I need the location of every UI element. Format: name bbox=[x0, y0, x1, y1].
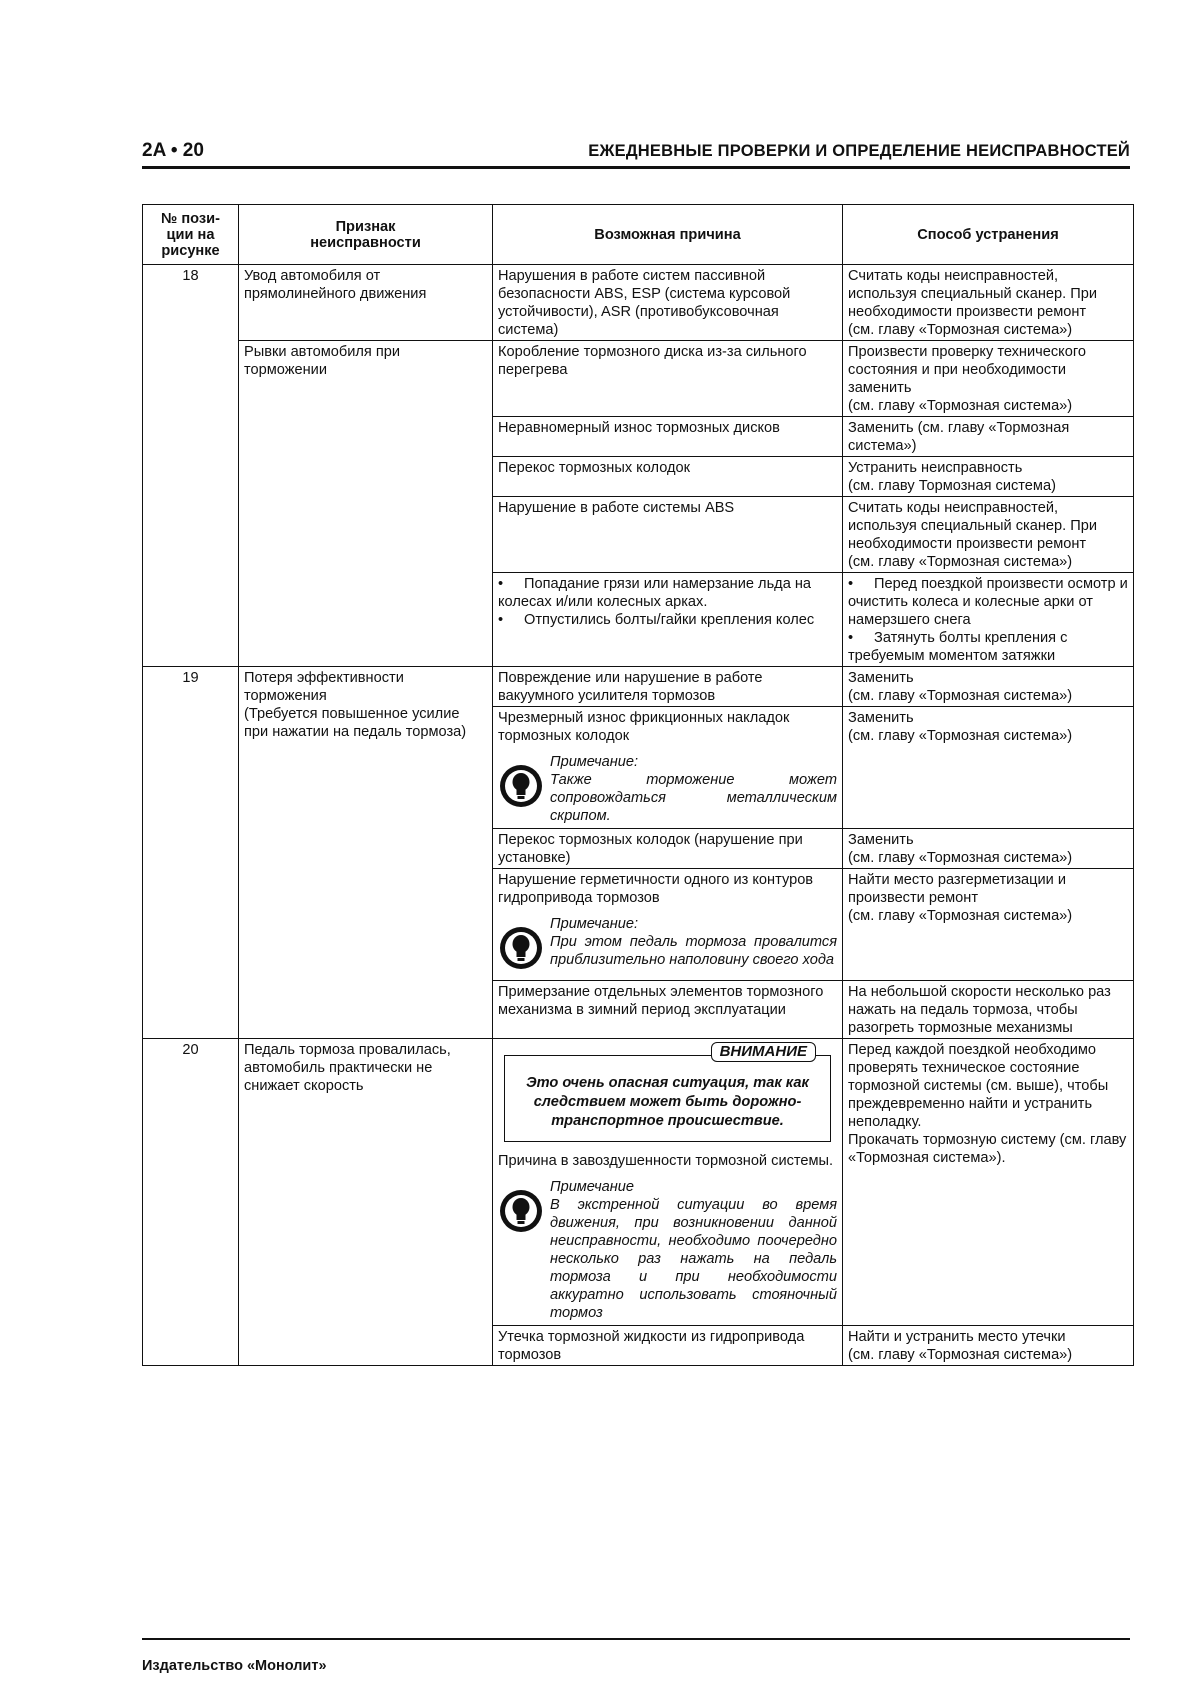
note-title: Примечание bbox=[550, 1179, 635, 1195]
symptom-cell: Педаль тормоза провалилась, автомобиль практически не снижает скорость bbox=[239, 1039, 493, 1366]
cause-cell: Неравномерный износ тормозных дисков bbox=[493, 417, 843, 457]
bullet-item: • Затянуть болты крепления с требуемым моментом затяжки bbox=[848, 630, 1068, 664]
remedy-cell: Считать коды неисправностей, используя специальный сканер. При необходимости произвести ремонт (см. главу «Тормозная система») bbox=[843, 497, 1134, 573]
cause-cell bbox=[493, 573, 843, 667]
remedy-cell bbox=[843, 573, 1134, 667]
note-title: Примечание: bbox=[550, 754, 639, 770]
col-header-num: № пози- ции на рисунке bbox=[143, 205, 239, 265]
cause-cell: Перекос тормозных колодок (нарушение при установке) bbox=[493, 829, 843, 869]
note-title: Примечание: bbox=[550, 916, 639, 932]
cause-cell: Примерзание отдельных элементов тормозного механизма в зимний период эксплуатации bbox=[493, 981, 843, 1039]
cause-cell: Перекос тормозных колодок bbox=[493, 457, 843, 497]
bullet-item: • Отпустились болты/гайки крепления колес bbox=[498, 612, 815, 628]
note-text: В экстренной ситуации во время движения, при возникновении данной неисправности, необходимо поочередно несколько раз нажать на педаль тормоза и при необходимости аккуратно использовать стояночный тормоз bbox=[550, 1197, 837, 1321]
table-row bbox=[143, 1039, 1134, 1326]
lightbulb-note-icon bbox=[498, 1188, 550, 1240]
table-row bbox=[143, 667, 1134, 707]
bullet-item: • Попадание грязи или намерзание льда на колесах и/или колесных арках. bbox=[498, 576, 812, 610]
cause-cell bbox=[493, 869, 843, 981]
remedy-cell: Устранить неисправность (см. главу Тормозная система) bbox=[843, 457, 1134, 497]
table-row bbox=[143, 265, 1134, 341]
position-number: 20 bbox=[143, 1039, 239, 1366]
note-block bbox=[498, 915, 837, 977]
note-block bbox=[498, 753, 837, 825]
symptom-cell: Увод автомобиля от прямолинейного движения bbox=[239, 265, 493, 341]
remedy-cell: На небольшой скорости несколько раз нажать на педаль тормоза, чтобы разогреть тормозные механизмы bbox=[843, 981, 1134, 1039]
remedy-cell: Произвести проверку технического состояния и при необходимости заменить (см. главу «Тормозная система») bbox=[843, 341, 1134, 417]
publisher-name: Издательство «Монолит» bbox=[142, 1658, 327, 1674]
note-block bbox=[498, 1178, 837, 1322]
troubleshooting-table bbox=[142, 204, 1134, 1366]
col-header-cause: Возможная причина bbox=[493, 205, 843, 265]
cause-cell: Нарушение в работе системы ABS bbox=[493, 497, 843, 573]
bullet-item: • Перед поездкой произвести осмотр и очистить колеса и колесные арки от намерзшего снега bbox=[848, 576, 1128, 628]
lightbulb-note-icon bbox=[498, 763, 550, 815]
cause-text: Причина в завоздушенности тормозной системы. bbox=[498, 1153, 834, 1169]
remedy-cell: Найти место разгерметизации и произвести ремонт (см. главу «Тормозная система») bbox=[843, 869, 1134, 981]
remedy-cell: Считать коды неисправностей, используя специальный сканер. При необходимости произвести ремонт (см. главу «Тормозная система») bbox=[843, 265, 1134, 341]
table-header-row bbox=[143, 205, 1134, 265]
cause-cell bbox=[493, 1039, 843, 1326]
page-number: 2A • 20 bbox=[142, 140, 204, 161]
cause-cell: Утечка тормозной жидкости из гидропривода тормозов bbox=[493, 1326, 843, 1366]
remedy-cell: Заменить (см. главу «Тормозная система») bbox=[843, 829, 1134, 869]
position-number: 18 bbox=[143, 265, 239, 667]
position-number: 19 bbox=[143, 667, 239, 1039]
cause-cell: Повреждение или нарушение в работе вакуумного усилителя тормозов bbox=[493, 667, 843, 707]
lightbulb-note-icon bbox=[498, 925, 550, 977]
cause-text: Чрезмерный износ фрикционных накладок тормозных колодок bbox=[498, 710, 790, 744]
remedy-cell: Заменить (см. главу «Тормозная система») bbox=[843, 707, 1134, 829]
note-text: Также торможение может сопровождаться металлическим скрипом. bbox=[550, 772, 837, 824]
cause-text: Нарушение герметичности одного из контуров гидропривода тормозов bbox=[498, 872, 814, 906]
remedy-cell: Заменить (см. главу «Тормозная система») bbox=[843, 417, 1134, 457]
symptom-cell: Рывки автомобиля при торможении bbox=[239, 341, 493, 667]
note-text: При этом педаль тормоза провалится приблизительно наполовину своего хода bbox=[550, 934, 837, 968]
remedy-cell: Найти и устранить место утечки (см. главу «Тормозная система») bbox=[843, 1326, 1134, 1366]
warning-text: Это очень опасная ситуация, так как следствием может быть дорожно-транспортное происшествие. bbox=[526, 1075, 809, 1129]
symptom-cell: Потеря эффективности торможения (Требуется повышенное усилие при нажатии на педаль тормоза) bbox=[239, 667, 493, 1039]
cause-cell: Коробление тормозного диска из-за сильного перегрева bbox=[493, 341, 843, 417]
page-header bbox=[142, 140, 1130, 169]
col-header-remedy: Способ устранения bbox=[843, 205, 1134, 265]
remedy-cell: Перед каждой поездкой необходимо проверять техническое состояние тормозной системы (см. выше), чтобы преждевременно найти и устранить неполадку. Прокачать тормозную систему (см. главу «Тормозная система»). bbox=[843, 1039, 1134, 1326]
warning-box bbox=[504, 1043, 831, 1142]
cause-cell bbox=[493, 707, 843, 829]
chapter-title: ЕЖЕДНЕВНЫЕ ПРОВЕРКИ И ОПРЕДЕЛЕНИЕ НЕИСПРАВНОСТЕЙ bbox=[588, 142, 1130, 160]
col-header-symptom: Признак неисправности bbox=[239, 205, 493, 265]
cause-cell: Нарушения в работе систем пассивной безопасности ABS, ESP (система курсовой устойчивости), ASR (противобуксовочная система) bbox=[493, 265, 843, 341]
page-footer bbox=[142, 1638, 1130, 1674]
remedy-cell: Заменить (см. главу «Тормозная система») bbox=[843, 667, 1134, 707]
table-row bbox=[143, 341, 1134, 417]
warning-label: ВНИМАНИЕ bbox=[711, 1042, 816, 1062]
